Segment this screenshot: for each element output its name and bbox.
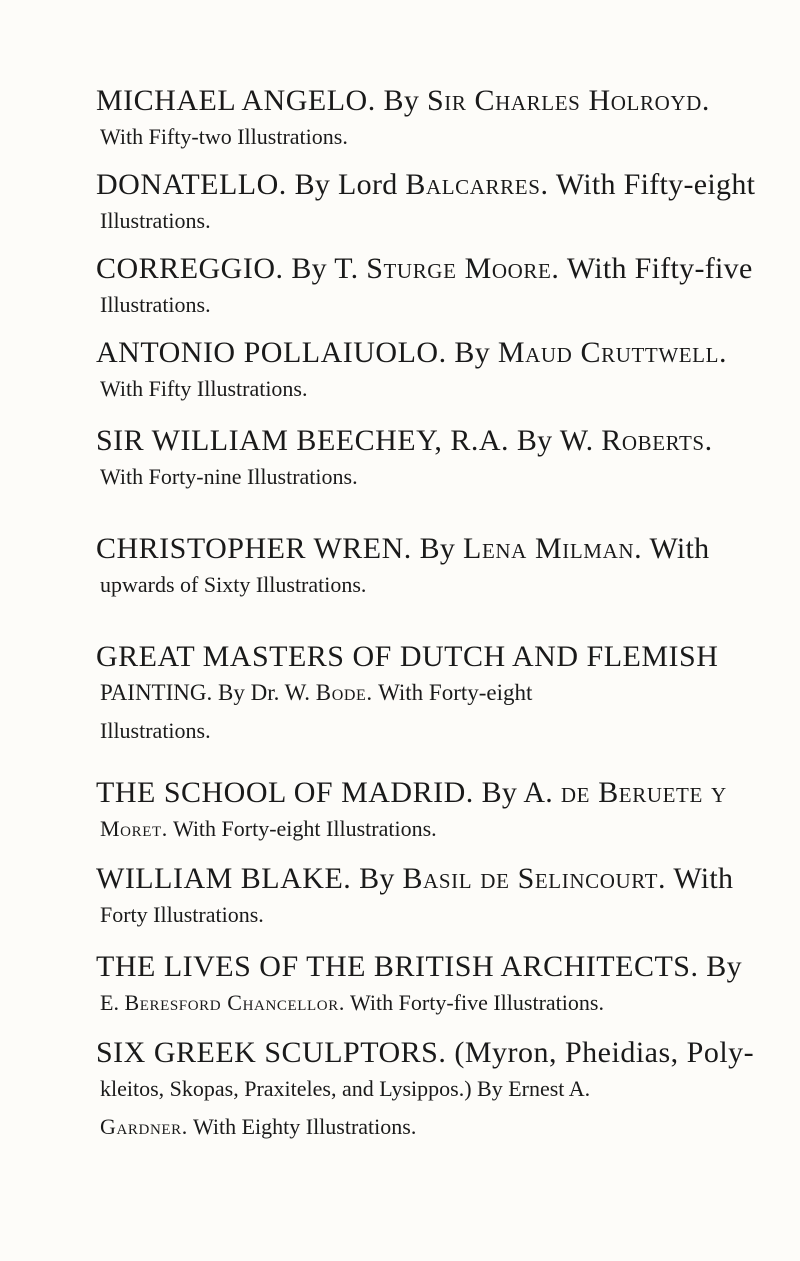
book-title-continued: PAINTING. By Dr. W. <box>100 680 311 705</box>
illustrations-note: Illustrations. <box>100 718 211 743</box>
by-label: By <box>359 862 395 895</box>
book-title: GREAT MASTERS OF DUTCH AND FLEMISH <box>96 640 719 673</box>
author-name: Balcarres. <box>405 168 549 201</box>
author-name: Sir Charles Holroyd. <box>426 84 710 117</box>
book-title: MICHAEL ANGELO. <box>96 84 376 117</box>
book-entry <box>96 532 756 604</box>
illustrations-note: With Fifty-five <box>566 252 753 285</box>
illustrations-note: With Forty-eight <box>378 680 533 705</box>
book-entry <box>96 84 756 156</box>
book-title: CORREGGIO. <box>96 252 284 285</box>
book-title: SIX GREEK SCULPTORS. (Myron, Pheidias, Poly- <box>96 1036 755 1069</box>
illustrations-note: With <box>649 532 710 565</box>
book-entry <box>96 424 756 496</box>
by-label: By <box>706 950 742 983</box>
illustrations-note: With Forty-five Illustrations. <box>350 990 604 1015</box>
book-entry <box>96 336 756 408</box>
author-name: Lena Milman. <box>463 532 643 565</box>
book-title: THE SCHOOL OF MADRID. <box>96 776 474 809</box>
book-title: SIR WILLIAM BEECHEY, R.A. <box>96 424 510 457</box>
author-name: Maud Cruttwell. <box>497 336 728 369</box>
by-label: By <box>454 336 491 369</box>
by-label: By <box>383 84 420 117</box>
illustrations-note: Forty Illustrations. <box>100 902 264 927</box>
book-title: THE LIVES OF THE BRITISH ARCHITECTS. <box>96 950 699 983</box>
book-entry <box>96 950 756 1022</box>
author-name: Sturge Moore. <box>366 252 560 285</box>
illustrations-note: With Fifty-eight <box>555 168 756 201</box>
illustrations-note: With Eighty Illustrations. <box>192 1114 417 1139</box>
illustrations-note: With Forty-nine Illustrations. <box>100 464 358 489</box>
illustrations-note: With Fifty Illustrations. <box>100 376 308 401</box>
author-name: Beresford Chancellor. <box>124 990 345 1015</box>
by-label: By A. <box>481 776 554 809</box>
illustrations-note: With Fifty-two Illustrations. <box>100 124 348 149</box>
author-name: Gardner. <box>100 1114 188 1139</box>
author-name: Basil de Selincourt. <box>402 862 667 895</box>
book-entry <box>96 252 756 324</box>
book-entry <box>96 776 756 848</box>
by-label: By W. <box>516 424 594 457</box>
book-title: DONATELLO. <box>96 168 287 201</box>
book-title: ANTONIO POLLAIUOLO. <box>96 336 447 369</box>
illustrations-note: With <box>673 862 734 895</box>
illustrations-note: Illustrations. <box>100 292 211 317</box>
illustrations-note: Illustrations. <box>100 208 211 233</box>
book-title: CHRISTOPHER WREN. <box>96 532 412 565</box>
author-name: Bode. <box>315 680 373 705</box>
book-entry <box>96 640 756 750</box>
illustrations-note: upwards of Sixty Illustrations. <box>100 572 367 597</box>
author-initial: E. <box>100 990 119 1015</box>
book-entry <box>96 1036 756 1146</box>
author-name: Roberts. <box>601 424 713 457</box>
by-label: By T. <box>291 252 359 285</box>
author-name: de Beruete y <box>560 776 727 809</box>
book-entry <box>96 862 756 934</box>
book-title-continued: kleitos, Skopas, Praxiteles, and Lysippos.) By Ernest A. <box>100 1076 591 1101</box>
by-label: By <box>419 532 456 565</box>
book-entry <box>96 168 756 240</box>
illustrations-note: With Forty-eight Illustrations. <box>172 816 437 841</box>
author-name-continued: Moret. <box>100 816 168 841</box>
by-label: By Lord <box>294 168 398 201</box>
book-title: WILLIAM BLAKE. <box>96 862 352 895</box>
